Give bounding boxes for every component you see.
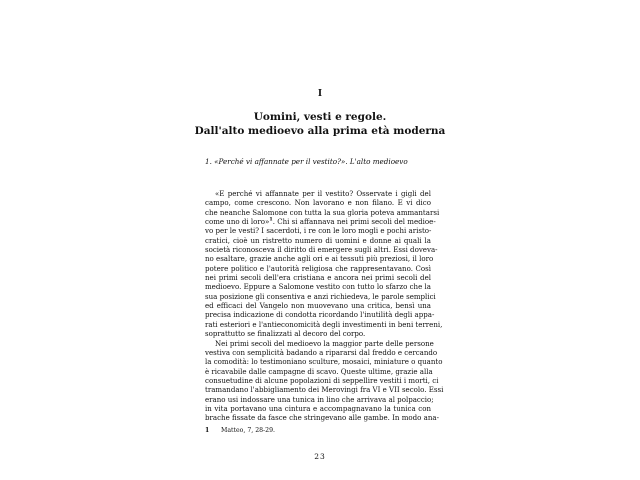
body-line: la comodità: lo testimoniano sculture, mosaici, miniature o quanto — [205, 357, 443, 367]
body-line: precisa indicazione di condotta ricordando l'inutilità degli appa- — [205, 310, 435, 320]
chapter-title — [0, 110, 640, 138]
body-line: vestiva con semplicità badando a ripararsi dal freddo e cercando — [205, 347, 438, 357]
body-line: sua posizione gli consentiva e anzi richiedeva, le parole semplici — [205, 291, 436, 301]
body-line: è ricavabile dalle campagne di scavo. Queste ultime, grazie alla — [205, 366, 433, 376]
footnote-text: Matteo, 7, 28-29. — [221, 427, 275, 434]
body-line: campo, come crescono. Non lavorano e non filano. E vi dico — [205, 198, 431, 208]
body-line: in vita portavano una cintura e accompagnavano la tunica con — [205, 403, 431, 413]
body-line: rati esteriori e l'antieconomicità degli investimenti in beni terreni, — [205, 319, 443, 329]
footnote-marker: 1 — [205, 427, 210, 434]
body-line: erano usi indossare una tunica in lino che arrivava al polpaccio; — [205, 394, 434, 404]
body-line: vo per le vesti? I sacerdoti, i re con le loro mogli e pochi aristo- — [205, 226, 432, 236]
body-line: potere politico e l'autorità religiosa che rappresentavano. Così — [205, 263, 431, 273]
body-line: no esaltare, grazie anche agli ori e ai tessuti più preziosi, il loro — [205, 254, 434, 264]
chapter-title-line-2: Dall'alto medioevo alla prima età moderna — [194, 125, 446, 137]
footnote-reference[interactable]: 1 — [269, 216, 273, 223]
body-text — [205, 189, 444, 423]
section-heading: 1. «Perché vi affannate per il vestito?». L'alto medioevo — [205, 157, 408, 166]
body-line: cratici, cioè un ristretto numero di uomini e donne ai quali la — [205, 235, 431, 245]
chapter-number: I — [317, 89, 323, 99]
page-number: 23 — [314, 452, 326, 461]
body-line: società riconosceva il diritto di emergere sugli altri. Essi doveva- — [205, 245, 438, 255]
body-line-part: come uno di loro» — [205, 217, 270, 227]
body-line: «E perché vi affannate per il vestito? Osservate i gigli del — [215, 189, 431, 198]
body-line: tramandano l'abbigliamento dei Merovingi fra VI e VII secolo. Essi — [205, 385, 444, 395]
body-line-part: . Chi si affannava nei primi secoli del medioe- — [272, 217, 436, 227]
body-line: Nei primi secoli del medioevo la maggior parte delle persone — [215, 338, 434, 348]
footnote — [205, 427, 275, 434]
chapter-title-line-1: Uomini, vesti e regole. — [253, 111, 387, 123]
body-line: brache fissate da fasce che stringevano alle gambe. In modo ana- — [205, 413, 439, 423]
body-line: ed efficaci del Vangelo non muovevano una critica, bensì una — [205, 301, 431, 311]
body-line: soprattutto se finalizzati al decoro del corpo. — [205, 329, 366, 339]
body-line-with-footnote — [205, 216, 436, 227]
body-line: consuetudine di alcune popolazioni di seppellire vestiti i morti, ci — [205, 375, 439, 385]
body-line: medioevo. Eppure a Salomone vestito con tutto lo sfarzo che la — [205, 282, 431, 292]
body-line: nei primi secoli dell'era cristiana e ancora nei primi secoli del — [205, 273, 431, 283]
body-line: che neanche Salomone con tutta la sua gloria poteva ammantarsi — [205, 207, 440, 217]
